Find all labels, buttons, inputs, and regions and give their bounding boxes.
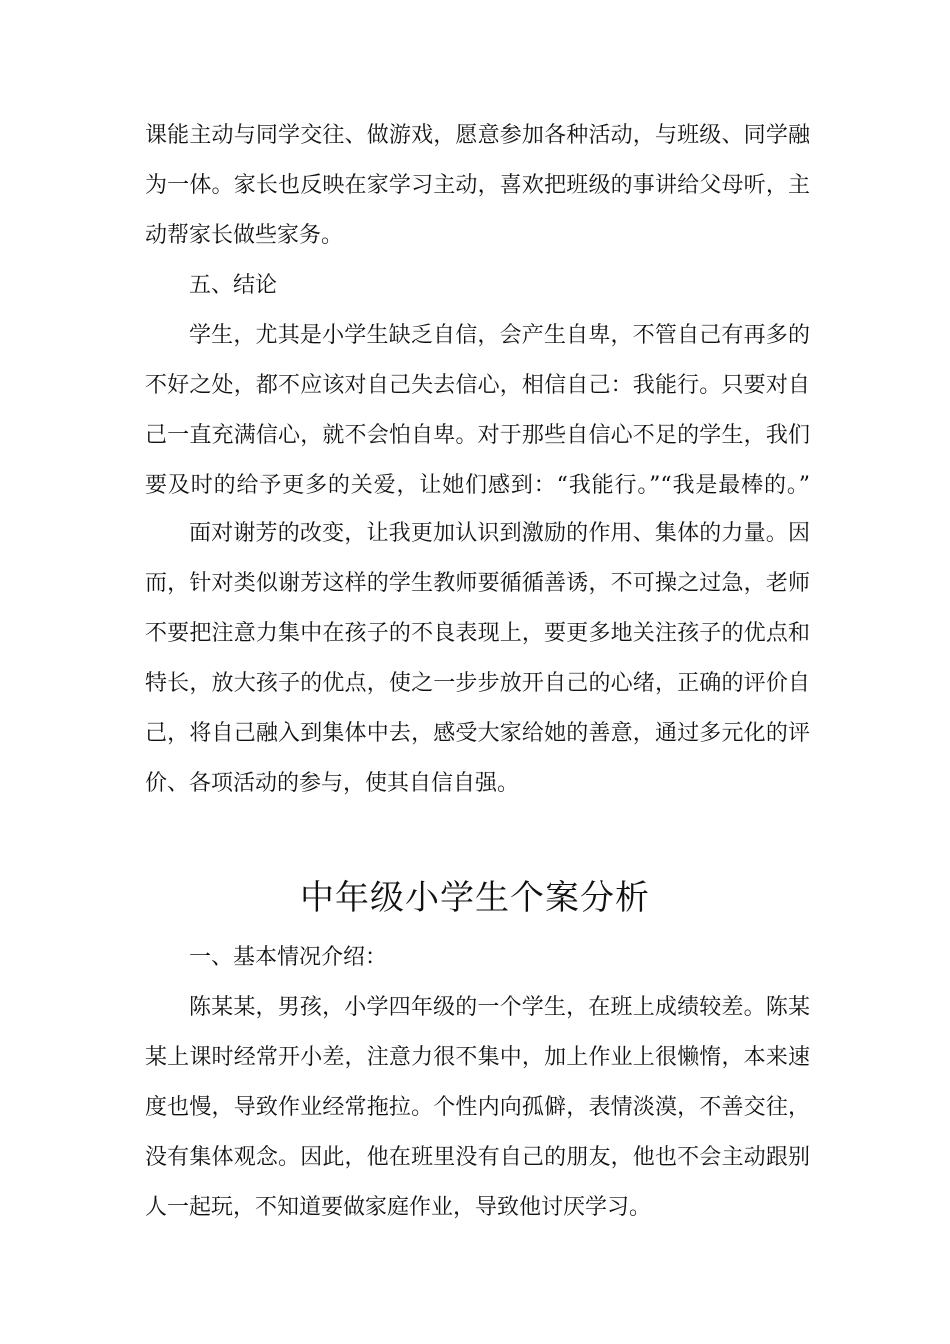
text-line: 为一体。家长也反映在家学习主动，喜欢把班级的事讲给父母听，主 <box>145 173 810 198</box>
heading-basic-info <box>145 933 810 983</box>
text-line: 人一起玩，不知道要做家庭作业，导致他讨厌学习。 <box>145 1195 652 1220</box>
section-heading: 五、结论 <box>189 273 278 298</box>
text-line: 某上课时经常开小差，注意力很不集中，加上作业上很懒惰，本来速 <box>145 1045 810 1070</box>
text-line: 动帮家长做些家务。 <box>145 223 344 248</box>
text-line: 而，针对类似谢芳这样的学生教师要循循善诱，不可操之过急，老师 <box>145 571 810 596</box>
document-title: 中年级小学生个案分析 <box>300 878 650 918</box>
text-line: 要及时的给予更多的关爱，让她们感到：“我能行。”“我是最棒的。” <box>145 473 810 498</box>
text-line: 学生，尤其是小学生缺乏自信，会产生自卑，不管自己有再多的 <box>189 323 810 348</box>
text-line: 度也慢，导致作业经常拖拉。个性内向孤僻，表情淡漠，不善交往， <box>145 1095 810 1120</box>
paragraph-continued <box>145 111 810 261</box>
text-line: 己一直充满信心，就不会怕自卑。对于那些自信心不足的学生，我们 <box>145 423 810 448</box>
text-line: 面对谢芳的改变，让我更加认识到激励的作用、集体的力量。因 <box>189 521 810 546</box>
text-line: 不好之处，都不应该对自己失去信心，相信自己：我能行。只要对自 <box>145 373 810 398</box>
paragraph-basic-info <box>145 983 810 1233</box>
paragraph-conclusion-1 <box>145 311 810 511</box>
text-line: 陈某某，男孩，小学四年级的一个学生，在班上成绩较差。陈某 <box>189 995 810 1020</box>
text-line: 价、各项活动的参与，使其自信自强。 <box>145 771 520 796</box>
text-line: 己，将自己融入到集体中去，感受大家给她的善意，通过多元化的评 <box>145 721 810 746</box>
heading-conclusion <box>145 261 810 311</box>
text-line: 不要把注意力集中在孩子的不良表现上，要更多地关注孩子的优点和 <box>145 621 810 646</box>
text-line: 课能主动与同学交往、做游戏，愿意参加各种活动，与班级、同学融 <box>145 123 810 148</box>
paragraph-conclusion-2 <box>145 509 810 809</box>
section-heading: 一、基本情况介绍： <box>189 945 388 970</box>
text-line: 特长，放大孩子的优点，使之一步步放开自己的心绪，正确的评价自 <box>145 671 810 696</box>
text-line: 没有集体观念。因此，他在班里没有自己的朋友，他也不会主动跟别 <box>145 1145 810 1170</box>
